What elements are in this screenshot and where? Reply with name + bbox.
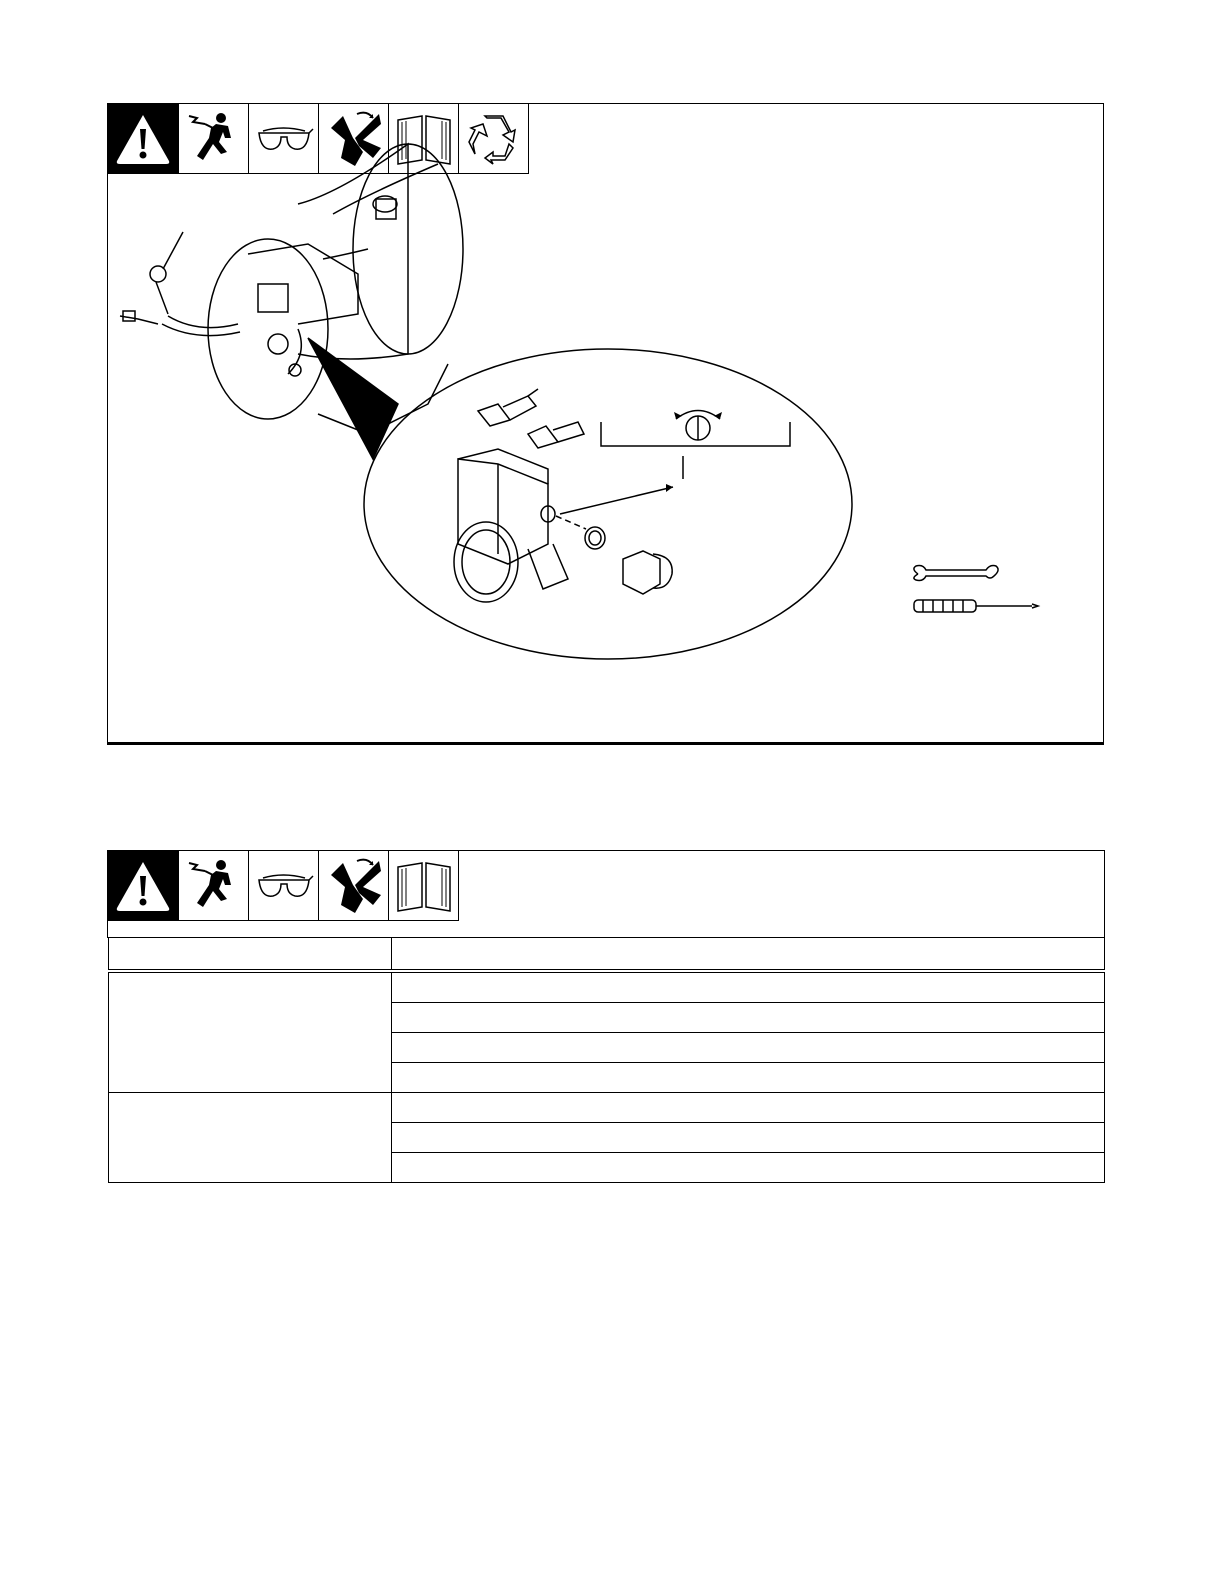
remedy-cell bbox=[392, 1153, 1105, 1183]
read-manual-icon bbox=[389, 851, 459, 921]
trouble-cell bbox=[109, 1093, 392, 1183]
fill-cap bbox=[376, 199, 396, 219]
table-row bbox=[109, 1093, 1105, 1123]
wrench-icon bbox=[914, 566, 998, 581]
moving-parts-icon bbox=[319, 851, 389, 921]
figure-frame bbox=[107, 103, 1104, 745]
front-plate bbox=[208, 239, 328, 419]
safety-icon-strip bbox=[108, 851, 459, 921]
warning-icon bbox=[108, 851, 179, 921]
remedy-cell bbox=[392, 1093, 1105, 1123]
troubleshooting-frame bbox=[107, 850, 1105, 938]
troubleshooting-table bbox=[108, 937, 1105, 1183]
table-header-row bbox=[109, 938, 1105, 972]
power-cord bbox=[120, 316, 158, 324]
remedy-cell bbox=[392, 971, 1105, 1003]
header-remedy bbox=[392, 938, 1105, 972]
remedy-cell bbox=[392, 1123, 1105, 1153]
hose-left bbox=[168, 316, 238, 328]
detail-ellipse bbox=[364, 349, 852, 659]
remedy-cell bbox=[392, 1063, 1105, 1093]
remedy-cell bbox=[392, 1033, 1105, 1063]
header-trouble bbox=[109, 938, 392, 972]
table-row bbox=[109, 971, 1105, 1003]
safety-glasses-icon bbox=[249, 851, 319, 921]
screwdriver-icon bbox=[914, 600, 1038, 612]
pump-assembly-drawing bbox=[108, 104, 1103, 744]
remedy-cell bbox=[392, 1003, 1105, 1033]
electric-shock-icon bbox=[179, 851, 249, 921]
trouble-cell bbox=[109, 971, 392, 1093]
